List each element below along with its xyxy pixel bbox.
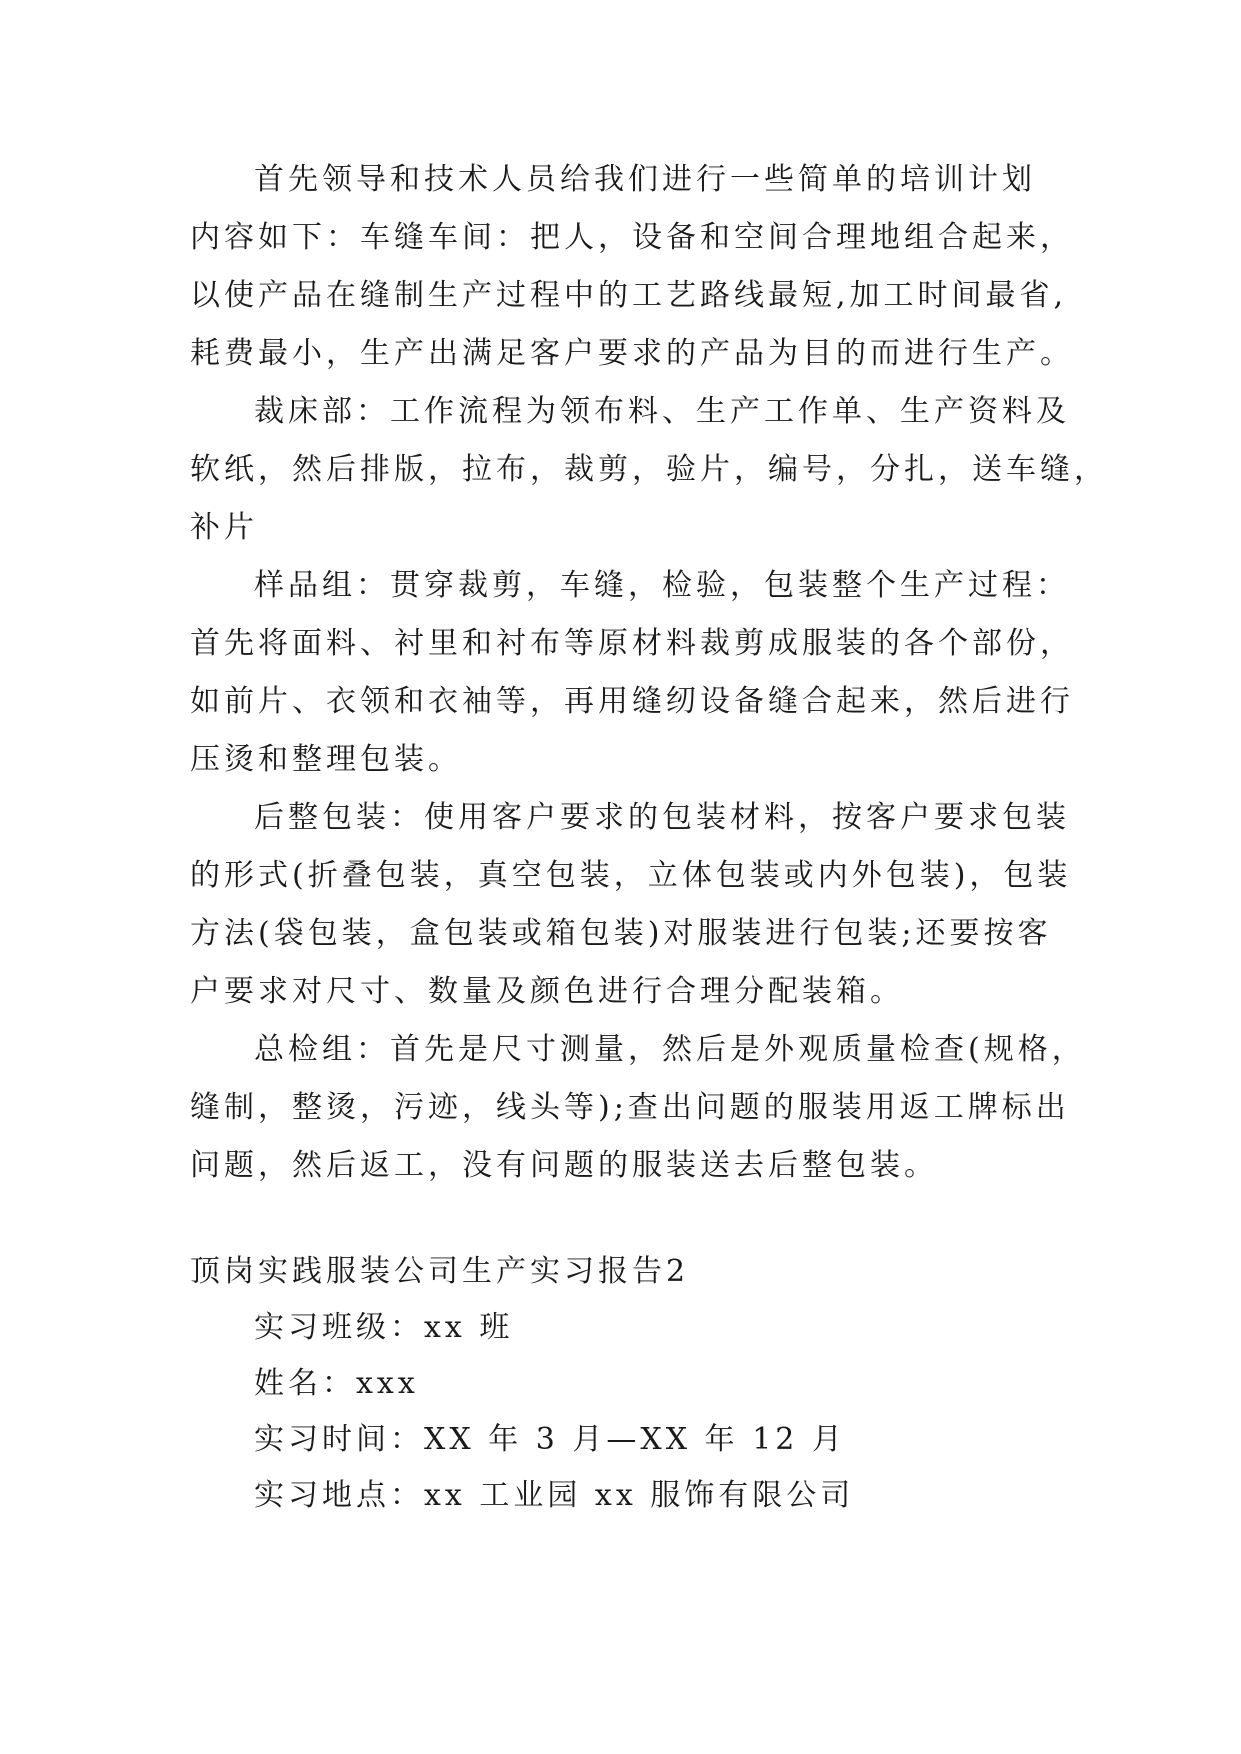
section-title: 顶岗实践服装公司生产实习报告2 — [190, 1254, 690, 1289]
text-line: 内容如下：车缝车间：把人，设备和空间合理地组合起来， — [190, 220, 1074, 255]
info-location: 实习地点：xx 工业园 xx 服饰有限公司 — [254, 1478, 855, 1513]
text-line: 缝制，整烫，污迹，线头等);查出问题的服装用返工牌标出 — [190, 1090, 1070, 1125]
text-line: 总检组：首先是尺寸测量，然后是外观质量检查(规格， — [254, 1032, 1086, 1067]
text-line: 首先将面料、衬里和衬布等原材料裁剪成服装的各个部份， — [190, 626, 1074, 661]
text-line: 户要求对尺寸、数量及颜色进行合理分配装箱。 — [190, 974, 904, 1009]
text-line: 耗费最小，生产出满足客户要求的产品为目的而进行生产。 — [190, 336, 1074, 371]
text-line: 以使产品在缝制生产过程中的工艺路线最短,加工时间最省, — [190, 278, 1068, 313]
info-class: 实习班级：xx 班 — [254, 1310, 514, 1345]
text-line: 样品组：贯穿裁剪，车缝，检验，包装整个生产过程： — [254, 568, 1070, 603]
text-line: 如前片、衣领和衣袖等，再用缝纫设备缝合起来，然后进行 — [190, 684, 1074, 719]
text-line: 后整包装：使用客户要求的包装材料，按客户要求包装 — [254, 800, 1070, 835]
info-name: 姓名：xxx — [254, 1366, 419, 1401]
text-line: 的形式(折叠包装，真空包装，立体包装或内外包装)，包装 — [190, 858, 1072, 893]
text-line: 方法(袋包装，盒包装或箱包装)对服装进行包装;还要按客 — [190, 916, 1052, 951]
text-line: 补片 — [190, 510, 258, 545]
text-line: 软纸，然后排版，拉布，裁剪，验片，编号，分扎，送车缝， — [190, 452, 1108, 487]
text-line: 问题，然后返工，没有问题的服装送去后整包装。 — [190, 1148, 938, 1183]
text-line: 首先领导和技术人员给我们进行一些简单的培训计划 — [254, 162, 1036, 197]
text-line: 裁床部：工作流程为领布料、生产工作单、生产资料及 — [254, 394, 1070, 429]
info-time: 实习时间：XX 年 3 月—XX 年 12 月 — [254, 1422, 846, 1457]
text-line: 压烫和整理包装。 — [190, 742, 462, 777]
